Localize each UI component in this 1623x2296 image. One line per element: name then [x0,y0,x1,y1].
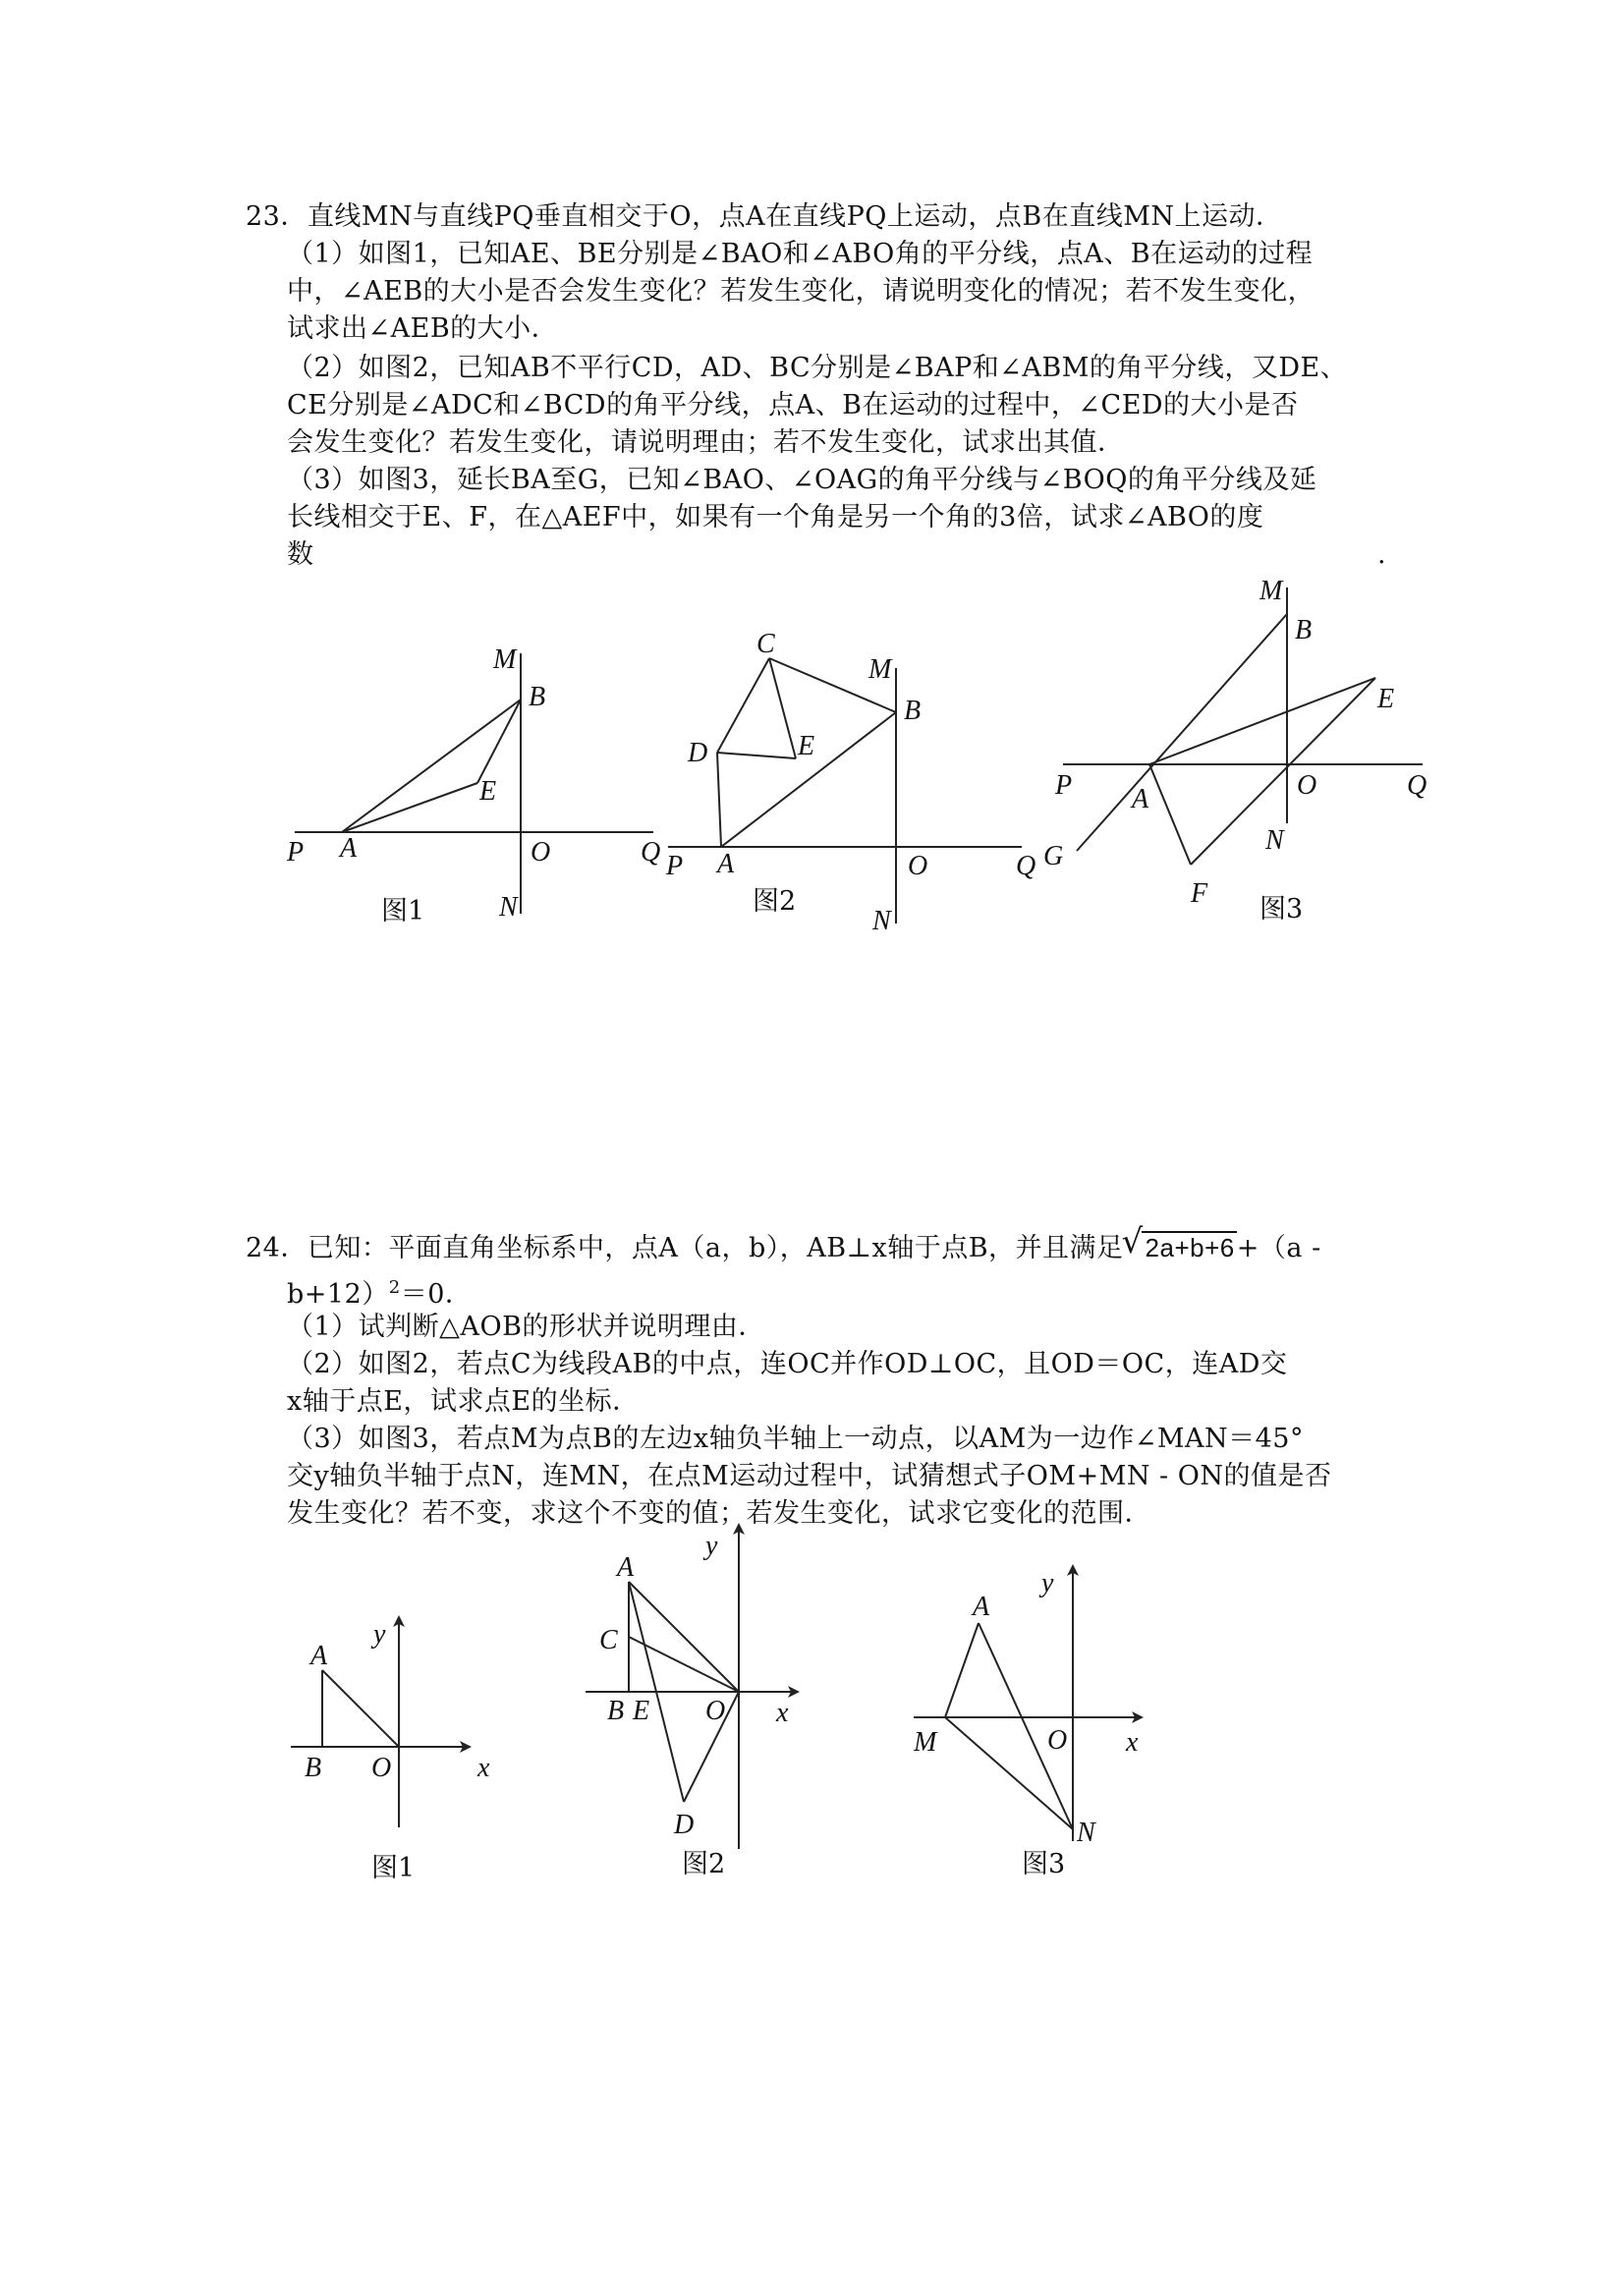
p24-fig3-label-x: x [1126,1727,1139,1758]
fig2-label-d: D [688,738,708,768]
p24-stem-a: 已知：平面直角坐标系中，点A（a，b），AB⊥x轴于点B，并且满足 [307,1233,1124,1263]
p23-q1-line3: 试求出∠AEB的大小． [287,313,559,344]
p24-fig2-caption: 图2 [682,1849,726,1879]
p23-q1-line2: 中，∠AEB的大小是否会发生变化？若发生变化，请说明变化的情况；若不发生变化， [287,276,1315,307]
p24-fig3-caption: 图3 [1022,1849,1066,1879]
p24-q3-line1: （3）如图3，若点M为点B的左边x轴负半轴上一动点，以AM为一边作∠MAN＝45° [287,1424,1304,1454]
fig3-label-a: A [1132,784,1149,814]
fig2-label-e: E [798,731,815,761]
fig2-label-o: O [908,851,928,881]
p24-fig2-label-c: C [599,1625,618,1655]
p23-q3-line3: 数 [287,539,314,570]
p24-stem-d: ＝0． [400,1279,473,1310]
p24-fig2-label-b: B [607,1696,625,1726]
fig3-label-n: N [1265,825,1284,856]
fig2-label-n: N [872,906,891,936]
p23-q2-line3: 会发生变化？若发生变化，请说明理由；若不发生变化，试求出其值． [287,427,1125,458]
fig1-label-e: E [479,776,497,807]
fig3-label-p: P [1055,770,1073,801]
p24-fig2-label-d: D [674,1810,695,1840]
p24-exponent: 2 [388,1277,401,1298]
p24-fig3-label-y: y [1041,1568,1054,1598]
p24-fig1-label-b: B [305,1753,322,1783]
p24-fig1-label-y: y [373,1619,386,1650]
p24-fig2-segment-ao [629,1582,739,1692]
p24-fig3-segment-ma [945,1623,979,1717]
p24-radicand: 2a+b+6 [1145,1233,1235,1262]
p24-q2-line1: （2）如图2，若点C为线段AB的中点，连OC并作OD⊥OC，且OD＝OC，连AD交 [287,1349,1288,1379]
fig1-caption: 图1 [381,896,425,926]
fig3-label-e: E [1377,684,1395,714]
fig3-label-m: M [1259,576,1283,606]
p24-stem-c: b+12） [287,1279,389,1310]
p23-q2-line1: （2）如图2，已知AB不平行CD，AD、BC分别是∠BAP和∠ABM的角平分线，又DE、 [287,353,1348,383]
fig2-label-q: Q [1016,851,1036,881]
p24-fig3-label-o: O [1047,1725,1068,1756]
p24-fig1-segment-ao [322,1670,399,1747]
fig1-label-b: B [529,682,546,712]
fig2-label-p: P [666,851,684,881]
fig1-label-p: P [287,837,305,868]
p24-fig3-label-a: A [973,1592,990,1622]
fig2-label-b: B [904,696,922,726]
p24-q3-line3: 发生变化？若不变，求这个不变的值；若发生变化，试求它变化的范围． [287,1498,1151,1529]
p23-q2-line2: CE分别是∠ADC和∠BCD的角平分线，点A、B在运动的过程中，∠CED的大小是否 [287,390,1299,420]
p24-fig1-caption: 图1 [371,1853,416,1883]
fig3-caption: 图3 [1259,894,1304,924]
p24-fig1-label-o: O [371,1753,392,1783]
fig2-label-c: C [756,629,775,659]
p24-fig1-label-a: A [310,1641,328,1671]
fig3-label-g: G [1043,841,1064,871]
fig2-label-m: M [868,654,892,685]
p24-fig2-label-x: x [776,1698,789,1728]
p23-q1-line1: （1）如图1，已知AE、BE分别是∠BAO和∠ABO角的平分线，点A、B在运动的过程 [287,239,1314,269]
p23-q3-line1: （3）如图3，延长BA至G，已知∠BAO、∠OAG的角平分线与∠BOQ的角平分线及延 [287,465,1317,495]
p24-fig2-label-e: E [633,1696,650,1726]
p24-number: 24． [246,1233,308,1263]
fig1-label-n: N [499,892,518,923]
fig2-label-a: A [717,849,735,879]
p23-stem: 直线MN与直线PQ垂直相交于O，点A在直线PQ上运动，点B在直线MN上运动． [307,201,1283,232]
fig1-label-o: O [531,837,551,868]
p24-fig2-label-y: y [705,1531,718,1561]
fig1-label-q: Q [641,837,661,868]
p24-fig1-label-x: x [477,1753,490,1783]
p23-q3-end: . [1377,539,1387,570]
p24-fig3-label-n: N [1077,1818,1095,1848]
fig2-caption: 图2 [753,886,797,917]
fig3-label-q: Q [1407,770,1427,801]
p23-q3-line2: 长线相交于E、F，在△AEF中，如果有一个角是另一个角的3倍，试求∠ABO的度 [287,502,1264,532]
p24-stem-b: +（a - [1236,1233,1321,1263]
p24-fig2-label-o: O [705,1696,726,1726]
p23-number: 23． [246,201,308,232]
fig1-label-a: A [340,833,358,864]
p24-fig2-label-a: A [617,1552,635,1583]
p24-q2-line2: x轴于点E，试求点E的坐标． [287,1386,640,1417]
fig3-label-b: B [1295,615,1313,645]
fig3-label-f: F [1191,878,1208,909]
p24-q1: （1）试判断△AOB的形状并说明理由． [287,1312,765,1342]
p24-q3-line2: 交y轴负半轴于点N，连MN，在点M运动过程中，试猜想式子OM+MN - ON的值是否 [287,1461,1332,1491]
p24-fig3-label-m: M [914,1727,937,1758]
fig3-label-o: O [1297,770,1317,801]
fig1-label-m: M [493,644,517,675]
